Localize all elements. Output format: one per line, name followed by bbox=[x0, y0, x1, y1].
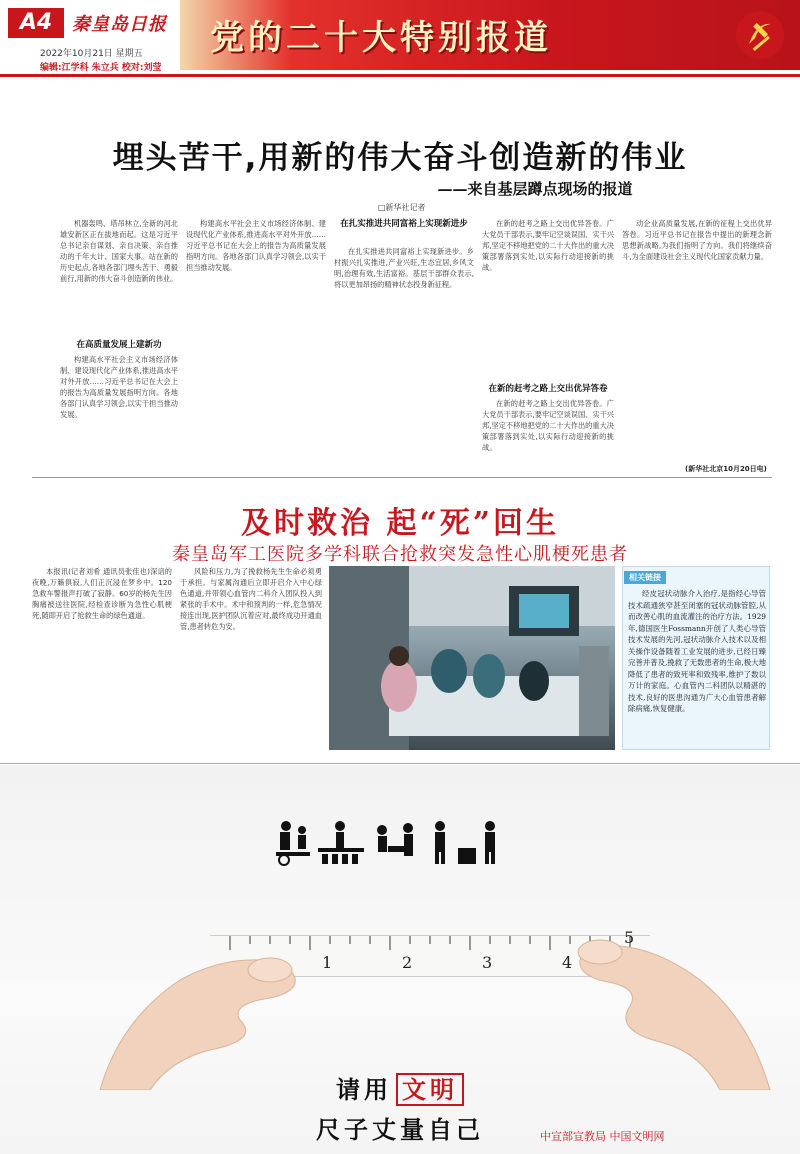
ruler-number-1: 1 bbox=[322, 953, 333, 972]
psa-credit: 中宣部宣教局 中国文明网 bbox=[540, 1130, 665, 1143]
main-subheadline: ——来自基层蹲点现场的报道 bbox=[437, 180, 633, 198]
article-column-2: 构建高水平社会主义市场经济体制、建设现代化产业体系,推进高水平对外开放……习近平总书记在大会上的报告为高质量发展指明方向。各地各部门认真学习领会,以实干担当推动发展。 bbox=[186, 219, 326, 272]
psa-slogan-prefix: 请用 bbox=[336, 1076, 392, 1104]
section-subtitle-4: 在新的赶考之路上交出优异答卷 bbox=[488, 384, 608, 394]
rescue-column-1: 本报讯(记者刘希 通讯员张佳也)深谙的夜晚,万籁俱寂,人们正沉浸在梦乡中。120急救车警报声打破了寂静。60岁的杨先生因胸痛被送往医院,经检查诊断为急性心肌梗死,随即开启了抢救生命的绿色通道。 bbox=[32, 567, 172, 620]
article-column-4: 在新的赶考之路上交出优异答卷。广大党员干部表示,要牢记空谈误国、实干兴邦,坚定不移地把党的二十大作出的重大决策部署落到实处,以实际行动迎接新的挑战。 bbox=[482, 219, 614, 272]
header-rule bbox=[0, 74, 800, 77]
ruler-number-2: 2 bbox=[402, 953, 413, 972]
article-column-3: 在扎实推进共同富裕上实现新进步。乡村振兴扎实推进,产业兴旺,生态宜居,乡风文明,治理有效,生活富裕。基层干部群众表示,将以更加昂扬的精神状态投身新征程。 bbox=[334, 247, 474, 289]
page-number: A4 bbox=[8, 8, 64, 38]
paper-name: 秦皇岛日报 bbox=[72, 14, 167, 35]
hospital-scene-image bbox=[329, 566, 615, 750]
section-divider bbox=[0, 763, 800, 764]
related-link-tag: 相关链接 bbox=[624, 571, 666, 584]
psa-slogan-highlight: 文明 bbox=[396, 1073, 464, 1106]
rescue-subheadline: 秦皇岛军工医院多学科联合抢救突发急性心肌梗死患者 bbox=[172, 544, 628, 565]
editor-line: 编辑:江学科 朱立兵 校对:刘莹 bbox=[40, 63, 162, 73]
article-dateline: (新华社北京10月20日电) bbox=[685, 465, 767, 473]
left-hand-image bbox=[90, 900, 310, 1090]
article-column-1b: 构建高水平社会主义市场经济体制、建设现代化产业体系,推进高水平对外开放……习近平总书记在大会上的报告为高质量发展指明方向。各地各部门认真学习领会,以实干担当推动发展。 bbox=[60, 355, 178, 419]
ruler-number-3: 3 bbox=[482, 953, 493, 972]
related-link-text: 经皮冠状动脉介入治疗,是指经心导管技术疏通狭窄甚至闭塞的冠状动脉管腔,从而改善心肌的血流灌注的治疗方法。1929年,德国医生Fossmann开创了人类心导管技术发展的先河,冠状动脉介入技术以及相关操作设备随着工业发展的进步,已经日臻完善并普及,挽救了无数患者的生命,极大地降低了患者的致死率和致残率,维护了数以万计的家庭。心血管内二科团队以精湛的技术,良好的医患沟通为广大心血管患者解除病痛,恢复健康。 bbox=[628, 589, 766, 713]
article-column-5: 动企业高质量发展,在新的征程上交出优异答卷。习近平总书记在报告中提出的新理念新思想新战略,为我们指明了方向。我们将继续奋斗,为全面建设社会主义现代化国家贡献力量。 bbox=[622, 219, 772, 261]
banner-title: 党的二十大特别报道 bbox=[210, 18, 552, 58]
rescue-photo bbox=[329, 566, 615, 750]
ruler-number-4: 4 bbox=[562, 953, 573, 972]
psa-slogan-line2: 尺子丈量自己 bbox=[316, 1116, 484, 1144]
article-column-1: 机器轰鸣、塔吊林立,全新的河北雄安新区正在拔地而起。这是习近平总书记亲自谋划、亲自决策、亲自推动的千年大计、国家大事。站在新的历史起点,各地各部门埋头苦干、勇毅前行,用新的伟大奋斗创造新的伟业。 bbox=[60, 219, 178, 283]
civility-pictograms-icon bbox=[270, 818, 510, 868]
main-byline: □新华社记者 bbox=[378, 203, 426, 212]
psa-slogan-line1 bbox=[0, 1070, 800, 1105]
date-line: 2022年10月21日 星期五 bbox=[40, 49, 143, 59]
article-column-4b: 在新的赶考之路上交出优异答卷。广大党员干部表示,要牢记空谈误国、实干兴邦,坚定不移地把党的二十大作出的重大决策部署落到实处,以实际行动迎接新的挑战。 bbox=[482, 399, 614, 452]
rescue-column-2: 风险和压力,为了挽救杨先生生命必须勇于承担。与家属沟通后立即开启介入中心绿色通道,并带领心血管内二科介入团队投入到紧张的手术中。术中和预判的一样,危急情况接连出现,医护团队沉着应对,最终成功开通血管,患者转危为安。 bbox=[180, 567, 322, 631]
section-subtitle-1: 在高质量发展上建新功 bbox=[76, 340, 162, 350]
ruler-number-5: 5 bbox=[624, 928, 635, 947]
party-emblem-icon bbox=[735, 10, 785, 60]
right-hand-image bbox=[560, 880, 780, 1090]
rescue-headline: 及时救治 起“死”回生 bbox=[241, 506, 559, 541]
section-divider bbox=[32, 477, 772, 478]
main-headline: 埋头苦干,用新的伟大奋斗创造新的伟业 bbox=[112, 140, 688, 176]
section-subtitle-3: 在扎实推进共同富裕上实现新进步 bbox=[340, 219, 468, 229]
